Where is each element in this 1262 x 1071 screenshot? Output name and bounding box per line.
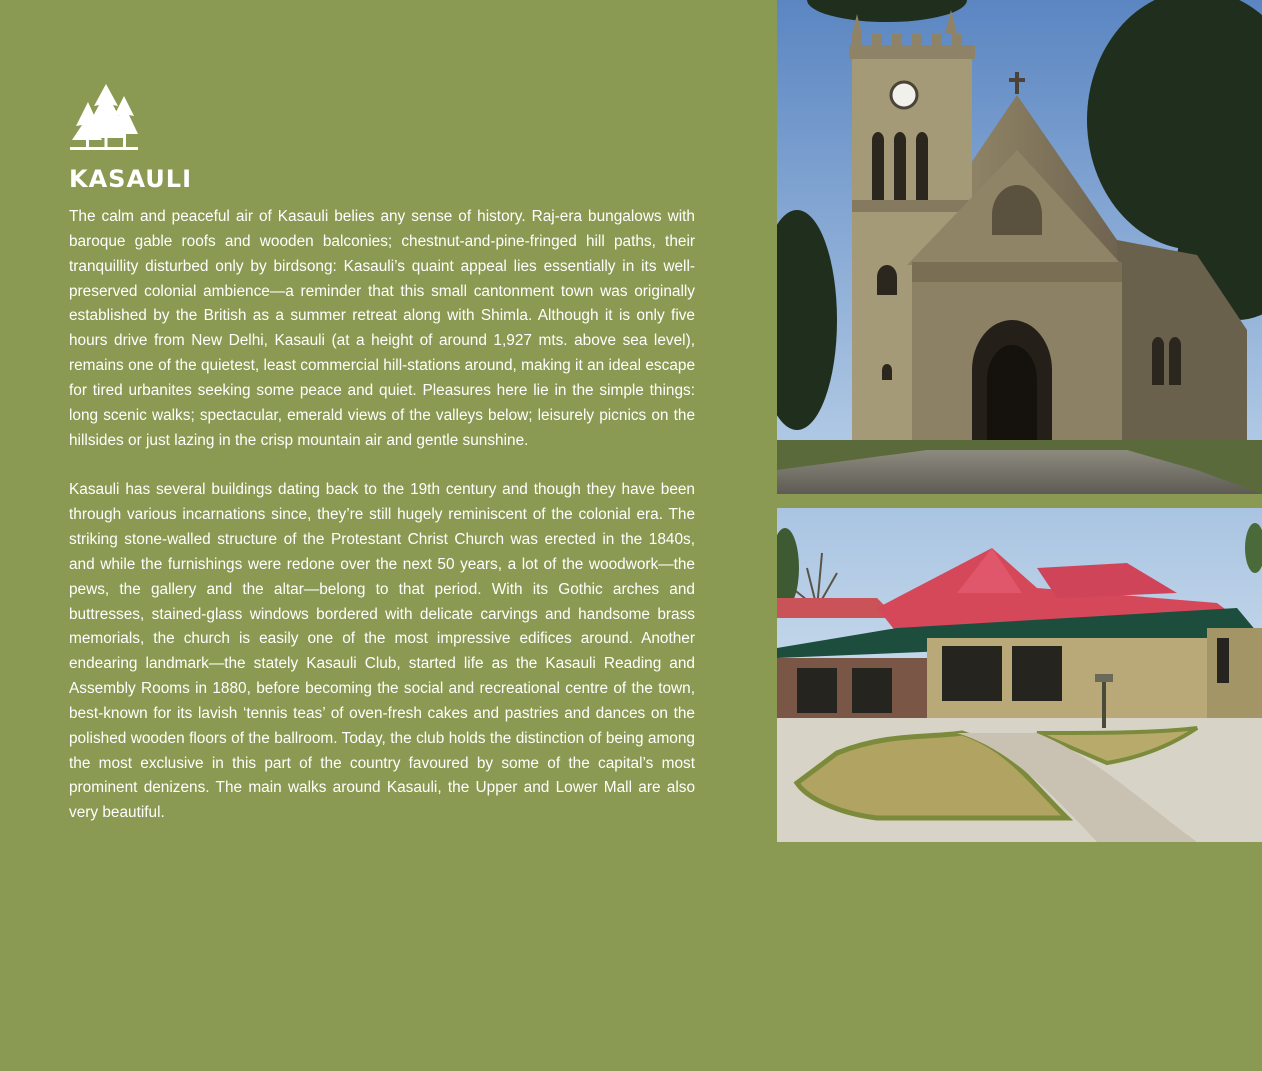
page-title: KASAULI <box>69 165 193 193</box>
article-body <box>69 205 695 851</box>
paragraph: The calm and peaceful air of Kasauli belies any sense of history. Raj-era bungalows with baroque gable roofs and wooden balconies; chestnut-and-pine-fringed hill paths, their tranquillity disturbed only by birdsong: Kasauli’s quaint appeal lies essentially in its well-preserved colonial ambience—a reminder that this small cantonment town was originally established by the British as a summer retreat along with Shimla. Although it is only five hours drive from New Delhi, Kasauli (at a height of around 1,927 mts. above sea level), remains one of the quietest, least commercial hill-stations around, making it an ideal escape for tired urbanites seeking some peace and quiet. Pleasures here lie in the simple things: long scenic walks; spectacular, emerald views of the valleys below; leisurely picnics on the hillsides or just lazing in the crisp mountain air and gentle sunshine. <box>69 208 695 449</box>
club-photo <box>777 508 1262 842</box>
paragraph: Kasauli has several buildings dating back to the 19th century and though they have been through various incarnations since, they’re still hugely reminiscent of the colonial era. The striking stone-walled structure of the Protestant Christ Church was erected in the 1840s, and while the furnishings were redone over the next 50 years, a lot of the woodwork—the pews, the gallery and the altar—belong to that period. With its Gothic arches and buttresses, stained-glass windows bordered with delicate carvings and handsome brass memorials, the church is easily one of the most impressive edifices around. Another endearing landmark—the stately Kasauli Club, started life as the Kasauli Reading and Assembly Rooms in 1880, before becoming the social and recreational centre of the town, best-known for its lavish ‘tennis teas’ of oven-fresh cakes and pastries and dances on the polished wooden floors of the ballroom. Today, the club holds the distinction of being among the most exclusive in this part of the country favoured by some of the capital’s most prominent denizens. The main walks around Kasauli, the Upper and Lower Mall are also very beautiful. <box>69 481 695 822</box>
pine-trees-icon <box>68 82 140 152</box>
church-photo <box>777 0 1262 494</box>
